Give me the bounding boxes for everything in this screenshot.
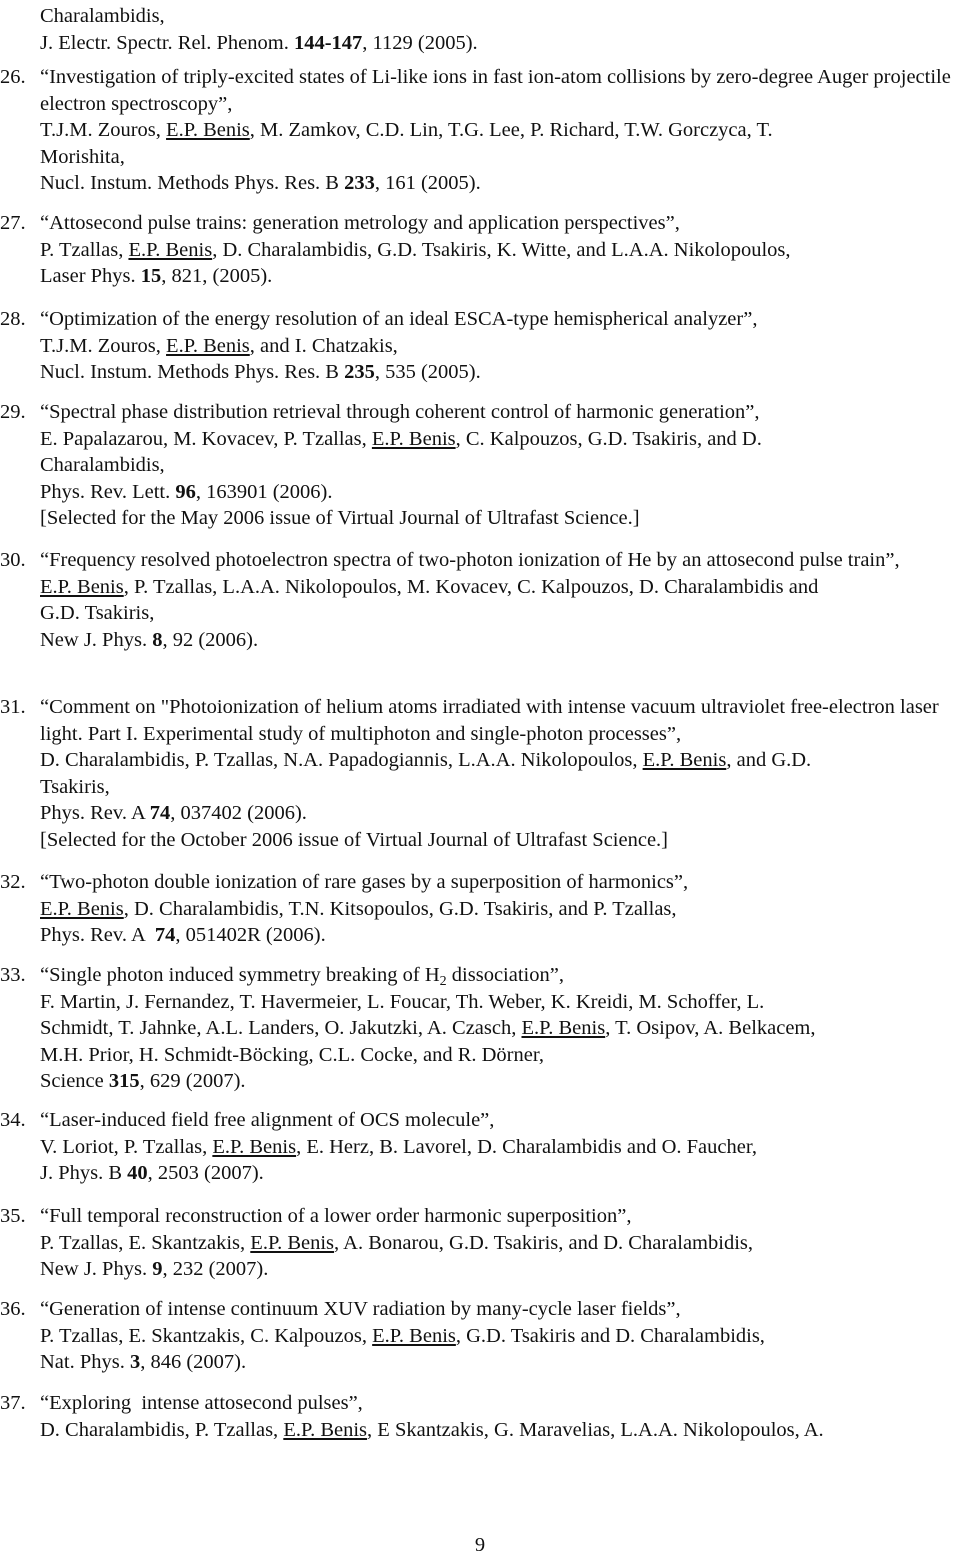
authors-line: G.D. Tsakiris, [40,602,155,624]
authors-line: E.P. Benis, P. Tzallas, L.A.A. Nikolopoulos, M. Kovacev, C. Kalpouzos, D. Charalambidis and [40,575,819,598]
highlighted-author: E.P. Benis [166,334,250,357]
reference-title: “Laser-induced field free alignment of OCS molecule”, [40,1109,495,1131]
reference-28 [0,306,957,386]
authors-line: D. Charalambidis, P. Tzallas, N.A. Papadogiannis, L.A.A. Nikolopoulos, E.P. Benis, and G.D. [40,749,812,771]
volume: 74 [154,924,176,946]
reference-number: 31. [0,696,26,718]
citation-line: Nucl. Instum. Methods Phys. Res. B 233, 161 (2005). [40,172,481,194]
citation-line: Phys. Rev. Lett. 96, 163901 (2006). [40,480,333,503]
volume: 235 [344,361,375,383]
highlighted-author: E.P. Benis [372,1324,456,1347]
highlighted-author: E.P. Benis [212,1135,297,1158]
volume: 8 [152,628,163,651]
reference-number: 28. [0,308,26,330]
authors-line: Tsakiris, [40,775,110,798]
authors-line: P. Tzallas, E. Skantzakis, E.P. Benis, A. Bonarou, G.D. Tsakiris, and D. Charalambidis, [40,1231,753,1254]
reference-title: “Frequency resolved photoelectron spectra of two-photon ionization of He by an attosecond pulse train”, [40,549,900,571]
reference-30 [0,547,957,653]
reference-27 [0,210,957,290]
citation-line: Science 315, 629 (2007). [40,1070,246,1092]
reference-number: 30. [0,549,26,571]
reference-title: “Two-photon double ionization of rare gases by a superposition of harmonics”, [40,871,689,893]
volume: 9 [152,1258,163,1280]
reference-32 [0,869,957,949]
reference-number: 27. [0,212,26,234]
subscript: 2 [439,974,447,989]
reference-title: “Generation of intense continuum XUV radiation by many-cycle laser fields”, [40,1298,681,1320]
authors-line: P. Tzallas, E.P. Benis, D. Charalambidis, G.D. Tsakiris, K. Witte, and L.A.A. Nikolopoulos, [40,238,791,261]
highlighted-author: E.P. Benis [250,1231,335,1254]
highlighted-author: E.P. Benis [128,238,213,261]
authors-tail: Charalambidis, [40,5,165,27]
authors-line: E. Papalazarou, M. Kovacev, P. Tzallas, E.P. Benis, C. Kalpouzos, G.D. Tsakiris, and D. [40,427,762,450]
reference-title: “Exploring intense attosecond pulses”, [40,1392,363,1414]
reference-31 [0,694,957,853]
reference-34 [0,1107,957,1187]
volume: 144-147 [293,31,363,54]
reference-title: “Attosecond pulse trains: generation metrology and application perspectives”, [40,212,680,234]
reference-number: 26. [0,66,26,88]
highlighted-author: E.P. Benis [283,1418,368,1441]
reference-continuation [40,3,955,56]
volume: 3 [129,1351,141,1373]
reference-35 [0,1203,957,1283]
highlighted-author: E.P. Benis [40,897,124,920]
highlighted-author: E.P. Benis [521,1017,606,1039]
citation-line: New J. Phys. 8, 92 (2006). [40,628,259,651]
volume: 315 [108,1070,140,1092]
authors-line: F. Martin, J. Fernandez, T. Havermeier, L. Foucar, Th. Weber, K. Kreidi, M. Schoffer, L. [40,990,765,1013]
authors-line: Schmidt, T. Jahnke, A.L. Landers, O. Jakutzki, A. Czasch, E.P. Benis, T. Osipov, A. Belkacem, [40,1017,816,1039]
reference-number: 37. [0,1392,26,1414]
authors-line: Morishita, [40,145,125,168]
reference-33 [0,962,957,1095]
volume: 15 [140,265,162,287]
reference-29 [0,399,957,532]
volume: 40 [127,1162,148,1184]
citation-line: J. Electr. Spectr. Rel. Phenom. 144-147, 1129 (2005). [40,31,478,54]
authors-line: Charalambidis, [40,454,165,476]
reference-number: 34. [0,1109,26,1131]
reference-title: “Full temporal reconstruction of a lower order harmonic superposition”, [40,1205,632,1227]
reference-title: “Optimization of the energy resolution of an ideal ESCA-type hemispherical analyzer”, [40,308,758,330]
selection-note: [Selected for the October 2006 issue of Virtual Journal of Ultrafast Science.] [40,828,668,851]
selection-note: [Selected for the May 2006 issue of Virtual Journal of Ultrafast Science.] [40,507,640,529]
authors-line: T.J.M. Zouros, E.P. Benis, M. Zamkov, C.D. Lin, T.G. Lee, P. Richard, T.W. Gorczyca, T. [40,119,773,141]
page-number: 9 [474,1534,486,1556]
citation-line: Nucl. Instum. Methods Phys. Res. B 235, 535 (2005). [40,361,481,383]
highlighted-author: E.P. Benis [40,575,124,598]
authors-line: M.H. Prior, H. Schmidt-Böcking, C.L. Cocke, and R. Dörner, [40,1043,544,1066]
highlighted-author: E.P. Benis [371,427,456,450]
authors-line: D. Charalambidis, P. Tzallas, E.P. Benis, E Skantzakis, G. Maravelias, L.A.A. Nikolopoulos, A. [40,1418,824,1441]
reference-number: 29. [0,401,26,423]
authors-line: T.J.M. Zouros, E.P. Benis, and I. Chatzakis, [40,334,398,357]
citation-line: Laser Phys. 15, 821, (2005). [40,265,273,287]
reference-title: “Spectral phase distribution retrieval through coherent control of harmonic generation”, [40,401,760,423]
citation-line: Phys. Rev. A 74, 051402R (2006). [40,924,326,946]
reference-number: 36. [0,1298,26,1320]
highlighted-author: E.P. Benis [166,119,250,141]
citation-line: Nat. Phys. 3, 846 (2007). [40,1351,247,1373]
reference-title: “Comment on "Photoionization of helium atoms irradiated with intense vacuum ultraviolet free-electron laser light. Part I. Experimental study of multiphoton and single-photon processes”, [40,696,939,745]
reference-number: 32. [0,871,26,893]
reference-title: “Investigation of triply-excited states of Li-like ions in fast ion-atom collisions by zero-degree Auger projectile electron spectroscopy”, [40,66,951,115]
reference-36 [0,1296,957,1376]
volume: 74 [149,802,171,824]
reference-37 [0,1390,957,1443]
reference-26 [0,64,957,197]
highlighted-author: E.P. Benis [642,749,727,771]
volume: 96 [175,480,196,503]
authors-line: V. Loriot, P. Tzallas, E.P. Benis, E. Herz, B. Lavorel, D. Charalambidis and O. Faucher, [40,1135,757,1158]
citation-line: New J. Phys. 9, 232 (2007). [40,1258,269,1280]
citation-line: J. Phys. B 40, 2503 (2007). [40,1162,264,1184]
reference-number: 35. [0,1205,26,1227]
authors-line: E.P. Benis, D. Charalambidis, T.N. Kitsopoulos, G.D. Tsakiris, and P. Tzallas, [40,897,677,920]
authors-line: P. Tzallas, E. Skantzakis, C. Kalpouzos, E.P. Benis, G.D. Tsakiris and D. Charalambidis, [40,1324,765,1347]
citation-line: Phys. Rev. A 74, 037402 (2006). [40,802,307,824]
reference-title: “Single photon induced symmetry breaking of $H_2$ dissociation”, [40,964,564,989]
volume: 233 [344,172,375,194]
reference-number: 33. [0,964,26,986]
